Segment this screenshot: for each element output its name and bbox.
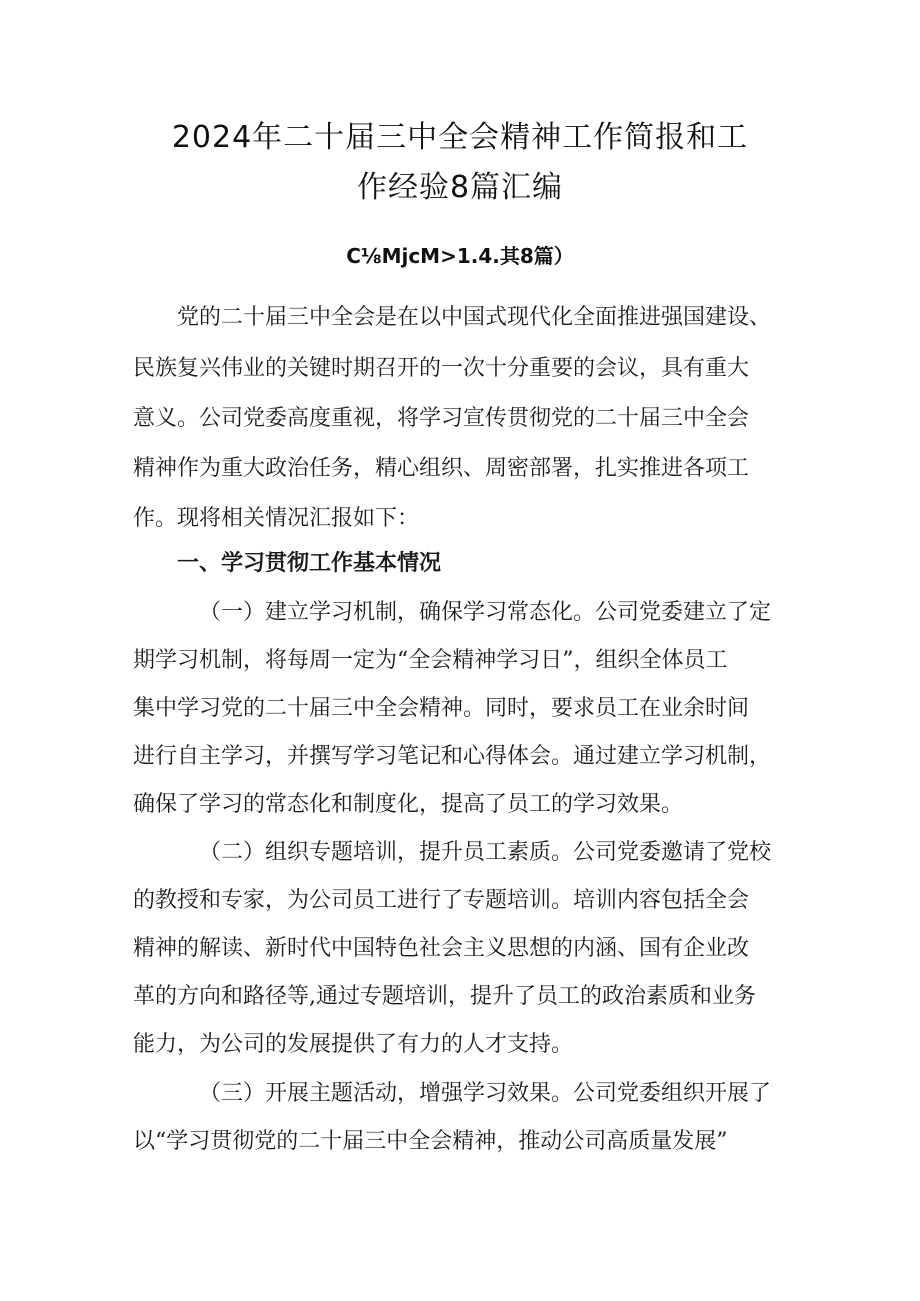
paragraph-line: 能力，为公司的发展提供了有力的人才支持。 — [133, 1032, 574, 1057]
section-heading: 一、学习贯彻工作基本情况 — [177, 551, 442, 576]
paragraph-line: 民族复兴伟业的关键时期召开的一次十分重要的会议，具有重大 — [133, 356, 750, 381]
paragraph-line: 集中学习党的二十届三中全会精神。同时，要求员工在业余时间 — [133, 696, 750, 721]
paragraph-line: 革的方向和路径等,通过专题培训，提升了员工的政治素质和业务 — [133, 984, 756, 1009]
paragraph-line: 以“学习贯彻党的二十届三中全会精神，推动公司高质量发展” — [133, 1129, 728, 1154]
paragraph-line: 作。现将相关情况汇报如下： — [133, 506, 420, 531]
paragraph-line: 期学习机制，将每周一定为“全会精神学习日”，组织全体员工 — [133, 648, 728, 673]
document-title-line-1: 2024年二十届三中全会精神工作简报和工 — [171, 120, 749, 155]
paragraph-line: 精神的解读、新时代中国特色社会主义思想的内涵、国有企业改 — [133, 936, 750, 961]
document-subtitle: C⅛MjcM>1.4.其8篇） — [346, 244, 574, 268]
paragraph-line: 确保了学习的常态化和制度化，提高了员工的学习效果。 — [133, 792, 684, 817]
paragraph-line: 进行自主学习，并撰写学习笔记和心得体会。通过建立学习机制， — [133, 744, 772, 769]
paragraph-line: 精神作为重大政治任务，精心组织、周密部署，扎实推进各项工 — [133, 456, 750, 481]
document-title-line-2: 作经验8篇汇编 — [356, 170, 564, 205]
paragraph-line: （一）建立学习机制，确保学习常态化。公司党委建立了定 — [199, 600, 772, 625]
paragraph-line: （三）开展主题活动，增强学习效果。公司党委组织开展了 — [199, 1081, 772, 1106]
paragraph-line: （二）组织专题培训，提升员工素质。公司党委邀请了党校 — [199, 840, 772, 865]
paragraph-line: 党的二十届三中全会是在以中国式现代化全面推进强国建设、 — [177, 305, 772, 330]
paragraph-line: 的教授和专家，为公司员工进行了专题培训。培训内容包括全会 — [133, 888, 750, 913]
paragraph-line: 意义。公司党委高度重视，将学习宣传贯彻党的二十届三中全会 — [133, 406, 750, 431]
